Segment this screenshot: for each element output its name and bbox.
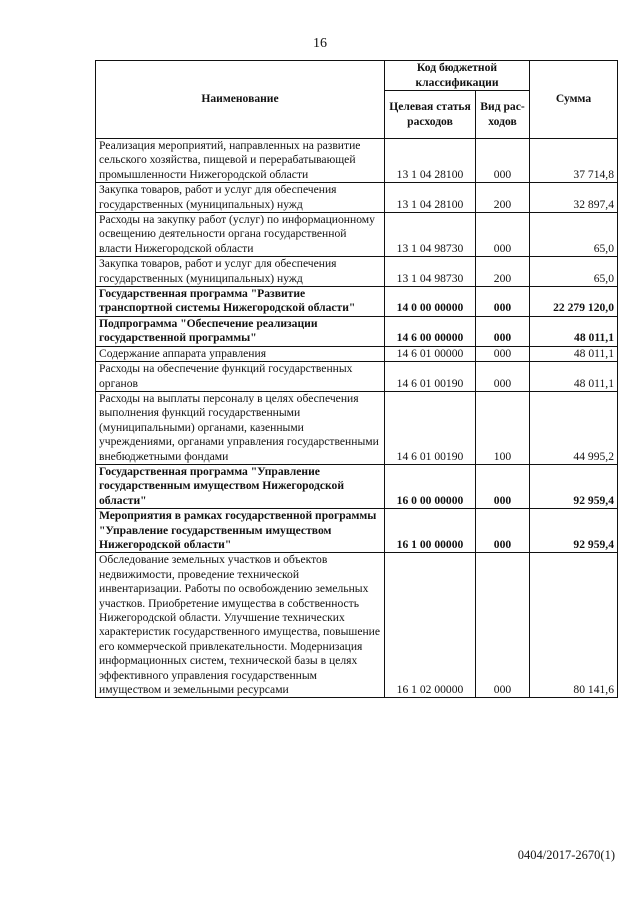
- cell-sum: 92 959,4: [530, 509, 618, 553]
- cell-code: 13 1 04 98730: [385, 257, 476, 287]
- cell-type: 200: [476, 257, 530, 287]
- table-row: [96, 183, 618, 213]
- table-row: [96, 316, 618, 346]
- cell-name: Обследование земельных участков и объектов недвижимости, проведение технической инвентаризации. Работы по освобождению земельных участков. Приобретение имущества в собственность Нижегородской области. Улучшение технических характеристик государственного имущества, повышение его коммерческой привлекательности. Модернизация информационных систем, технической базы в целях эффективного управления государственным имуществом и земельными ресурсами: [96, 553, 385, 698]
- cell-name: Реализация мероприятий, направленных на развитие сельского хозяйства, пищевой и перерабатывающей промышленности Нижегородской области: [96, 139, 385, 183]
- header-type: Вид рас-ходов: [476, 91, 530, 139]
- cell-code: 14 0 00 00000: [385, 287, 476, 317]
- cell-name: Расходы на закупку работ (услуг) по информационному освещению деятельности органа государственной власти Нижегородской области: [96, 213, 385, 257]
- table-row: [96, 553, 618, 698]
- cell-type: 000: [476, 213, 530, 257]
- table-row: [96, 464, 618, 508]
- cell-name: Закупка товаров, работ и услуг для обеспечения государственных (муниципальных) нужд: [96, 183, 385, 213]
- budget-table: [95, 60, 618, 698]
- table-row: [96, 346, 618, 361]
- header-name: Наименование: [96, 61, 385, 139]
- page-number: 16: [313, 36, 327, 51]
- cell-code: 16 1 02 00000: [385, 553, 476, 698]
- header-code: Целевая статья расходов: [385, 91, 476, 139]
- cell-code: 14 6 01 00190: [385, 391, 476, 464]
- cell-sum: 22 279 120,0: [530, 287, 618, 317]
- cell-name: Мероприятия в рамках государственной программы "Управление государственным имуществом Нижегородской области": [96, 509, 385, 553]
- cell-code: 13 1 04 28100: [385, 183, 476, 213]
- cell-name: Расходы на обеспечение функций государственных органов: [96, 362, 385, 392]
- cell-sum: 65,0: [530, 213, 618, 257]
- table-row: [96, 287, 618, 317]
- cell-type: 000: [476, 553, 530, 698]
- cell-name: Государственная программа "Развитие транспортной системы Нижегородской области": [96, 287, 385, 317]
- table-row: [96, 362, 618, 392]
- cell-sum: 32 897,4: [530, 183, 618, 213]
- cell-sum: 92 959,4: [530, 464, 618, 508]
- table-row: [96, 213, 618, 257]
- cell-code: 16 0 00 00000: [385, 464, 476, 508]
- cell-sum: 65,0: [530, 257, 618, 287]
- cell-sum: 37 714,8: [530, 139, 618, 183]
- cell-name: Закупка товаров, работ и услуг для обеспечения государственных (муниципальных) нужд: [96, 257, 385, 287]
- header-code-group: Код бюджетной классификации: [385, 61, 530, 91]
- cell-type: 000: [476, 287, 530, 317]
- cell-name: Государственная программа "Управление государственным имуществом Нижегородской области": [96, 464, 385, 508]
- table-body: [96, 139, 618, 698]
- cell-type: 000: [476, 509, 530, 553]
- cell-sum: 48 011,1: [530, 346, 618, 361]
- cell-type: 000: [476, 362, 530, 392]
- cell-type: 000: [476, 316, 530, 346]
- cell-type: 100: [476, 391, 530, 464]
- cell-code: 16 1 00 00000: [385, 509, 476, 553]
- cell-type: 000: [476, 139, 530, 183]
- cell-code: 14 6 00 00000: [385, 316, 476, 346]
- cell-code: 13 1 04 98730: [385, 213, 476, 257]
- document-reference: 0404/2017-2670(1): [517, 848, 615, 862]
- cell-code: 14 6 01 00190: [385, 362, 476, 392]
- table-row: [96, 391, 618, 464]
- cell-name: Подпрограмма "Обеспечение реализации государственной программы": [96, 316, 385, 346]
- table-row: [96, 257, 618, 287]
- cell-code: 13 1 04 28100: [385, 139, 476, 183]
- cell-sum: 80 141,6: [530, 553, 618, 698]
- cell-type: 200: [476, 183, 530, 213]
- table-row: [96, 509, 618, 553]
- cell-sum: 44 995,2: [530, 391, 618, 464]
- cell-sum: 48 011,1: [530, 316, 618, 346]
- cell-type: 000: [476, 464, 530, 508]
- cell-code: 14 6 01 00000: [385, 346, 476, 361]
- cell-name: Расходы на выплаты персоналу в целях обеспечения выполнения функций государственными (муниципальными) органами, казенными учреждениями, органами управления государственными внебюджетными фондами: [96, 391, 385, 464]
- header-sum: Сумма: [530, 61, 618, 139]
- cell-sum: 48 011,1: [530, 362, 618, 392]
- cell-type: 000: [476, 346, 530, 361]
- cell-name: Содержание аппарата управления: [96, 346, 385, 361]
- table-row: [96, 139, 618, 183]
